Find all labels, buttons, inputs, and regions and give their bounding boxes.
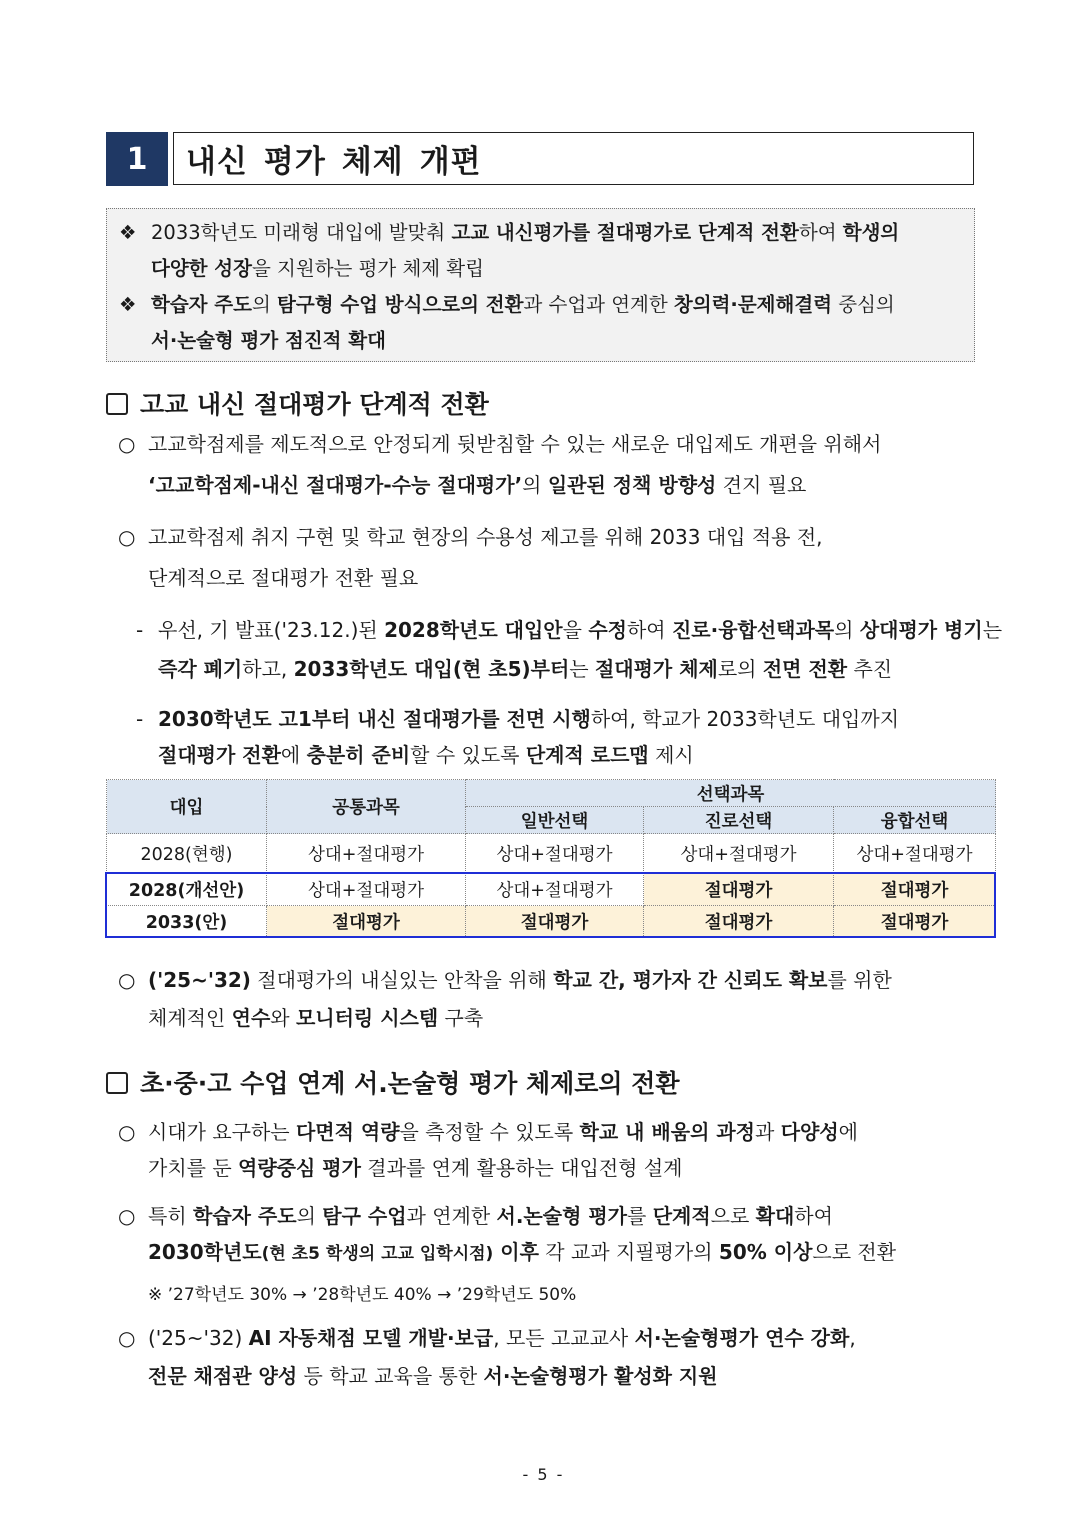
text: 다양한 성장 <box>151 257 252 280</box>
page-number: - 5 - <box>522 1465 565 1484</box>
paragraph <box>118 1196 833 1236</box>
header-fusion: 융합선택 <box>834 807 996 834</box>
table-row <box>107 834 996 873</box>
text: 의 <box>522 473 548 497</box>
text: 2033학년도 대입(현 초5)부터 <box>293 657 570 681</box>
text: 절대평가 전환 <box>158 743 281 767</box>
text: 을 측정할 수 있도록 <box>399 1120 580 1144</box>
header-career: 진로선택 <box>644 807 834 834</box>
diamond-bullet-icon: ❖ <box>119 293 137 316</box>
text: 학습자 주도 <box>151 293 252 316</box>
text: 단계적 로드맵 <box>525 743 649 767</box>
subsection-heading-1 <box>106 385 489 421</box>
text: 전문 채점관 양성 <box>148 1364 298 1388</box>
text: 과 연계한 <box>406 1204 497 1228</box>
text: 으로 전환 <box>812 1240 897 1264</box>
section-title <box>173 132 974 185</box>
text: 의 <box>296 1204 323 1228</box>
table-cell: 절대평가 <box>834 906 996 938</box>
text: 하고, <box>242 657 294 681</box>
header-general: 일반선택 <box>466 807 644 834</box>
text: 에 <box>838 1120 858 1144</box>
section-number: 1 <box>106 132 168 186</box>
table-cell: 절대평가 <box>834 873 996 906</box>
text: 제시 <box>648 743 694 767</box>
text: 모니터링 시스템 <box>295 1006 439 1030</box>
circle-bullet-icon: ○ <box>118 1204 136 1228</box>
paragraph <box>148 558 418 598</box>
paragraph <box>148 465 806 505</box>
text: 결과를 연계 활용하는 대입전형 설계 <box>360 1156 683 1180</box>
text: 하여, 학교가 2033학년도 대입까지 <box>590 707 900 731</box>
text: 으로 <box>710 1204 756 1228</box>
title-word: 평가 <box>263 144 326 180</box>
paragraph <box>118 424 881 464</box>
text: 하여 <box>626 618 672 642</box>
text: 견지 필요 <box>716 473 807 497</box>
text: 등 학교 교육을 통한 <box>297 1364 484 1388</box>
circle-bullet-icon: ○ <box>118 1120 136 1144</box>
title-word: 내신 <box>186 144 248 180</box>
text: 가치를 둔 <box>148 1156 238 1180</box>
text: ‘고교학점제-내신 절대평가-수능 절대평가’ <box>148 473 523 497</box>
text: 다면적 역량 <box>295 1120 400 1144</box>
paragraph <box>148 998 483 1038</box>
text: 50% 이상 <box>718 1240 813 1264</box>
text: 전면 전환 <box>762 657 848 681</box>
text: ('25~'32) <box>148 1326 249 1350</box>
table-cell: 2033(안) <box>107 906 267 938</box>
text: 즉각 폐기 <box>158 657 243 681</box>
table-cell: 상대+절대평가 <box>466 834 644 873</box>
circle-bullet-icon: ○ <box>118 432 136 456</box>
table-cell: 상대+절대평가 <box>267 873 466 906</box>
table-cell: 2028(개선안) <box>107 873 267 906</box>
text: 체계적인 <box>148 1006 232 1030</box>
summary-line-3 <box>119 287 964 323</box>
paragraph <box>148 1148 682 1188</box>
text: 하여 <box>794 1204 833 1228</box>
dash-item <box>158 649 892 689</box>
text: 단계적 <box>652 1204 711 1228</box>
text: 2030학년도 고1부터 내신 절대평가를 전면 시행 <box>158 707 591 731</box>
text: 역량중심 평가 <box>238 1156 361 1180</box>
note: ※ ’27학년도 30% → ’28학년도 40% → ’29학년도 50% <box>148 1285 577 1305</box>
paragraph <box>148 1356 718 1396</box>
table-cell: 절대평가 <box>466 906 644 938</box>
text: 우선, 기 발표('23.12.)된 <box>158 618 385 642</box>
text: 구축 <box>438 1006 484 1030</box>
text: 다양성 <box>780 1120 839 1144</box>
dash-bullet: - <box>136 707 144 731</box>
text: 서.논술형 평가 <box>496 1204 627 1228</box>
text: 서·논술형평가 연수 강화 <box>634 1326 850 1350</box>
checkbox-square-icon <box>106 393 128 415</box>
text: 을 지원하는 평가 체제 확립 <box>251 257 484 280</box>
paragraph <box>148 1232 896 1274</box>
summary-line-2 <box>119 251 964 287</box>
header-entry: 대입 <box>107 780 267 834</box>
text: 각 교과 지필평가의 <box>538 1240 719 1264</box>
circle-bullet-icon: ○ <box>118 1326 136 1350</box>
text: 2030학년도 <box>148 1240 262 1264</box>
text: 중심의 <box>832 293 895 316</box>
text: 과 수업과 연계한 <box>523 293 674 316</box>
text: 에 <box>280 743 307 767</box>
text: 의 <box>251 293 278 316</box>
text: 과 <box>755 1120 781 1144</box>
paragraph <box>118 960 892 1000</box>
text: 시대가 요구하는 <box>148 1120 296 1144</box>
text: 절대평가의 내실있는 안착을 위해 <box>250 968 554 992</box>
text: (현 초5 학생의 고교 입학시점) <box>261 1244 494 1264</box>
table-cell: 절대평가 <box>644 906 834 938</box>
text: AI 자동채점 모델 개발·보급 <box>248 1326 494 1350</box>
text: 2028학년도 대입안 <box>384 618 563 642</box>
text: 절대평가 체제 <box>594 657 718 681</box>
text: 서·논술형평가 활성화 지원 <box>483 1364 718 1388</box>
text: 상대평가 병기 <box>859 618 983 642</box>
text: 로의 <box>717 657 763 681</box>
dash-item <box>158 735 694 775</box>
text: 추진 <box>847 657 893 681</box>
circle-bullet-icon: ○ <box>118 968 136 992</box>
table-row <box>107 873 996 906</box>
text: 탐구형 수업 방식으로의 전환 <box>277 293 524 316</box>
text: 수정 <box>588 618 627 642</box>
text: 는 <box>569 657 595 681</box>
paragraph <box>118 517 823 557</box>
text: 는 <box>982 618 1003 642</box>
subsection-heading-2 <box>106 1064 680 1100</box>
text: 확대 <box>755 1204 795 1228</box>
text: 고교 내신평가를 절대평가로 단계적 전환 <box>451 221 799 244</box>
title-word: 개편 <box>419 144 482 180</box>
table-cell: 절대평가 <box>267 906 466 938</box>
text: 고교학점제를 제도적으로 안정되게 뒷받침할 수 있는 새로운 대입제도 개편을 위해서 <box>148 432 882 456</box>
table-cell: 상대+절대평가 <box>834 834 996 873</box>
text: 서·논술형 평가 점진적 확대 <box>151 329 386 352</box>
circle-bullet-icon: ○ <box>118 525 136 549</box>
text: 하여 <box>798 221 843 244</box>
table-cell: 절대평가 <box>644 873 834 906</box>
text: 학습자 주도 <box>193 1204 297 1228</box>
heading-text: 고교 내신 절대평가 단계적 전환 <box>140 390 489 419</box>
header-elective: 선택과목 <box>466 780 996 807</box>
text: ('25~'32) <box>148 968 251 992</box>
text: 진로·융합선택과목 <box>671 618 835 642</box>
roadmap-table <box>106 779 996 938</box>
heading-text: 초·중·고 수업 연계 서.논술형 평가 체제로의 전환 <box>140 1069 680 1098</box>
table-row <box>107 906 996 938</box>
paragraph <box>118 1318 856 1358</box>
text: 고교학점제 취지 구현 및 학교 현장의 수용성 제고를 위해 2033 대입 적용 전, <box>148 525 823 549</box>
dash-item <box>136 610 1002 650</box>
text: , 모든 고교교사 <box>493 1326 635 1350</box>
text: 연수 <box>231 1006 271 1030</box>
text: 를 <box>627 1204 653 1228</box>
dash-bullet: - <box>136 618 144 642</box>
text: 특히 <box>148 1204 193 1228</box>
text: , <box>849 1326 856 1350</box>
paragraph <box>118 1112 858 1152</box>
text: 학교 간, 평가자 간 신뢰도 확보 <box>553 968 828 992</box>
checkbox-square-icon <box>106 1072 128 1094</box>
text: 할 수 있도록 <box>410 743 526 767</box>
header-common: 공통과목 <box>267 780 466 834</box>
text: 학생의 <box>842 221 900 244</box>
text: 일관된 정책 방향성 <box>547 473 717 497</box>
text: 의 <box>834 618 860 642</box>
text: 2033학년도 미래형 대입에 발맞춰 <box>151 221 452 244</box>
text: 학교 내 배움의 과정 <box>579 1120 755 1144</box>
text: 를 위한 <box>827 968 892 992</box>
text: 충분히 준비 <box>306 743 411 767</box>
summary-box <box>106 208 975 362</box>
dash-item <box>136 699 899 739</box>
table-cell: 2028(현행) <box>107 834 267 873</box>
text: 단계적으로 절대평가 전환 필요 <box>148 566 419 590</box>
summary-line-4 <box>119 323 964 359</box>
text: 와 <box>270 1006 296 1030</box>
title-word: 체제 <box>341 144 404 180</box>
summary-line-1 <box>119 215 964 251</box>
table-cell: 상대+절대평가 <box>267 834 466 873</box>
table-cell: 상대+절대평가 <box>644 834 834 873</box>
text: 창의력·문제해결력 <box>673 293 833 316</box>
table-cell: 상대+절대평가 <box>466 873 644 906</box>
diamond-bullet-icon: ❖ <box>119 221 137 244</box>
text: 이후 <box>493 1240 539 1264</box>
text: 탐구 수업 <box>322 1204 407 1228</box>
text: 을 <box>562 618 589 642</box>
